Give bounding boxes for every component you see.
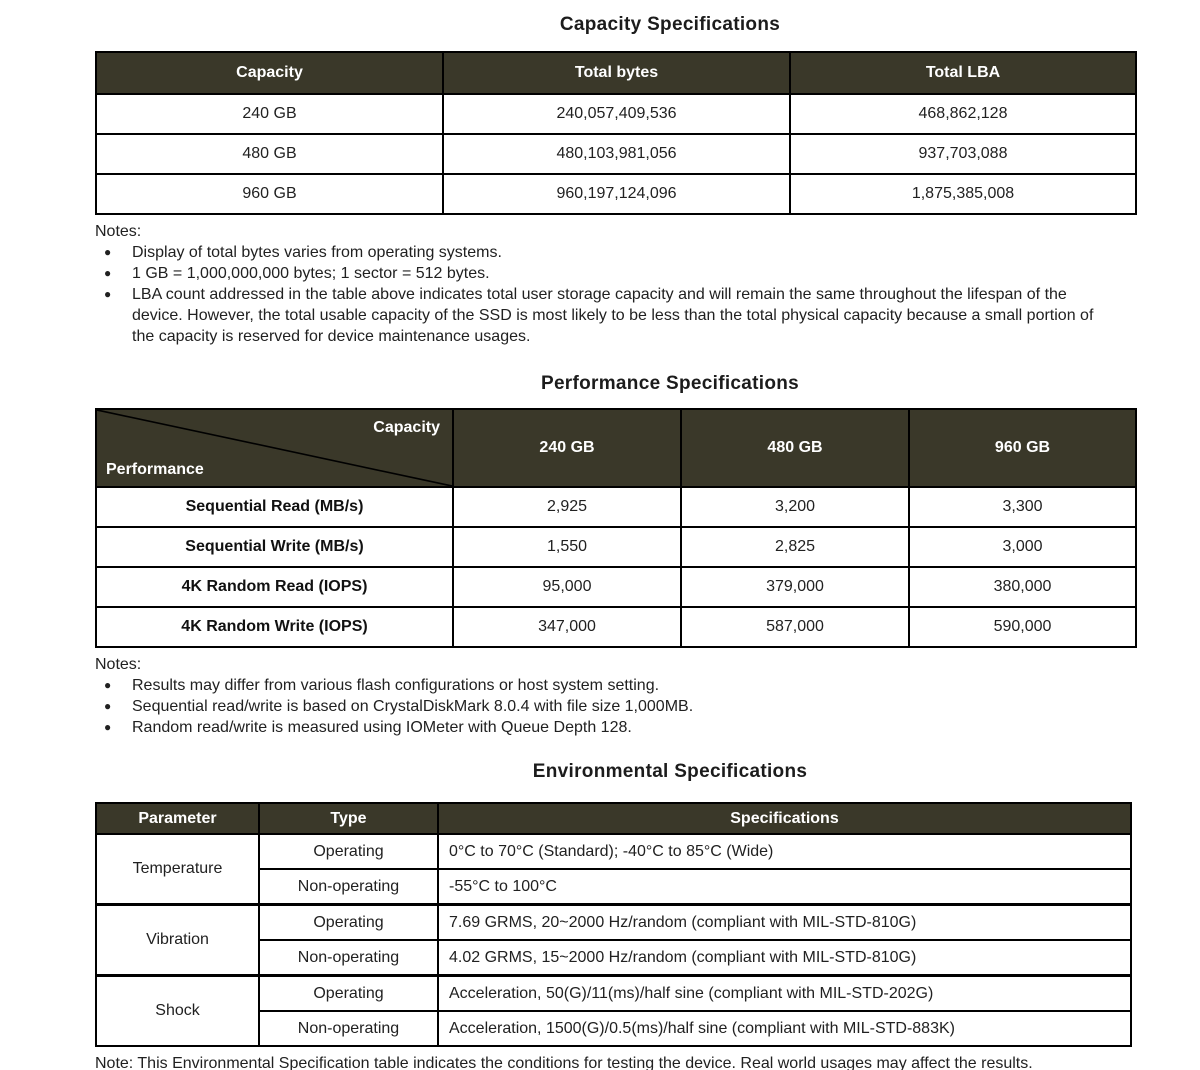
- total-bytes-cell: 480,103,981,056: [443, 134, 790, 174]
- note-text: Sequential read/write is based on CrystalDiskMark 8.0.4 with file size 1,000MB.: [132, 698, 694, 715]
- bullet-icon: ●: [104, 699, 112, 713]
- perf-value-cell: 2,825: [681, 527, 909, 567]
- perf-value-cell: 590,000: [909, 607, 1136, 647]
- perf-value-cell: 3,000: [909, 527, 1136, 567]
- capacity-section-title: Capacity Specifications: [559, 14, 781, 35]
- total-lba-cell: 468,862,128: [790, 94, 1136, 134]
- corner-performance-label: Performance: [106, 461, 204, 478]
- bullet-icon: ●: [104, 287, 112, 301]
- capacity-cell: 480 GB: [96, 134, 443, 174]
- total-lba-cell: 1,875,385,008: [790, 174, 1136, 214]
- diagonal-header-cell: [96, 409, 453, 487]
- capacity-table: [95, 51, 1137, 215]
- note-item: [95, 263, 1200, 284]
- total-lba-cell: 937,703,088: [790, 134, 1136, 174]
- spec-cell: -55°C to 100°C: [438, 869, 1131, 905]
- type-cell: Non-operating: [259, 1011, 438, 1046]
- note-text: LBA count addressed in the table above indicates total user storage capacity and will remain the same throughout the lifespan of the device. However, the total usable capacity of the SSD is most likely to be less than the total physical capacity because a small portion of the capacity is reserved for device maintenance usages.: [132, 286, 1094, 345]
- parameter-cell: Temperature: [96, 834, 259, 905]
- bullet-icon: ●: [104, 678, 112, 692]
- note-text: 1 GB = 1,000,000,000 bytes; 1 sector = 512 bytes.: [132, 265, 490, 282]
- perf-value-cell: 347,000: [453, 607, 681, 647]
- spec-cell: 7.69 GRMS, 20~2000 Hz/random (compliant with MIL-STD-810G): [438, 905, 1131, 941]
- parameter-cell: Shock: [96, 976, 259, 1047]
- note-text: Random read/write is measured using IOMeter with Queue Depth 128.: [132, 719, 632, 736]
- note-item: [95, 717, 1200, 738]
- environmental-note: Note: This Environmental Specification table indicates the conditions for testing the device. Real world usages may affect the results.: [95, 1055, 1033, 1070]
- type-cell: Operating: [259, 905, 438, 941]
- note-text: Display of total bytes varies from operating systems.: [132, 244, 502, 261]
- type-cell: Operating: [259, 834, 438, 869]
- table-row: [96, 607, 1136, 647]
- capacity-240gb-column-header: 240 GB: [453, 409, 681, 487]
- perf-value-cell: 95,000: [453, 567, 681, 607]
- environmental-section: [150, 760, 1190, 783]
- note-item: [95, 242, 1200, 263]
- table-row: [96, 905, 1131, 941]
- spec-cell: 4.02 GRMS, 15~2000 Hz/random (compliant with MIL-STD-810G): [438, 940, 1131, 976]
- total-bytes-cell: 240,057,409,536: [443, 94, 790, 134]
- note-item: [95, 284, 1200, 347]
- perf-value-cell: 3,300: [909, 487, 1136, 527]
- capacity-480gb-column-header: 480 GB: [681, 409, 909, 487]
- spec-cell: Acceleration, 1500(G)/0.5(ms)/half sine (compliant with MIL-STD-883K): [438, 1011, 1131, 1046]
- notes-label: Notes:: [95, 656, 142, 673]
- note-item: [95, 675, 1200, 696]
- capacity-notes: [95, 221, 1200, 347]
- environmental-table: [95, 802, 1132, 1047]
- table-row: [96, 834, 1131, 869]
- capacity-cell: 240 GB: [96, 94, 443, 134]
- performance-table-header-row: [96, 409, 1136, 487]
- bullet-icon: ●: [104, 266, 112, 280]
- performance-section: [150, 372, 1190, 395]
- perf-value-cell: 380,000: [909, 567, 1136, 607]
- specifications-column-header: Specifications: [438, 803, 1131, 834]
- table-row: [96, 94, 1136, 134]
- row-label: Sequential Read (MB/s): [96, 487, 453, 527]
- capacity-table-header-row: [96, 52, 1136, 94]
- note-item: [95, 696, 1200, 717]
- total-bytes-cell: 960,197,124,096: [443, 174, 790, 214]
- performance-notes: [95, 654, 1200, 738]
- parameter-cell: Vibration: [96, 905, 259, 976]
- performance-section-title: Performance Specifications: [540, 373, 800, 394]
- table-row: [96, 567, 1136, 607]
- capacity-960gb-column-header: 960 GB: [909, 409, 1136, 487]
- table-row: [96, 174, 1136, 214]
- environmental-section-title: Environmental Specifications: [532, 761, 808, 782]
- capacity-section: [150, 0, 1190, 36]
- type-cell: Non-operating: [259, 940, 438, 976]
- perf-value-cell: 379,000: [681, 567, 909, 607]
- environmental-table-header-row: [96, 803, 1131, 834]
- bullet-icon: ●: [104, 720, 112, 734]
- capacity-column-header: Capacity: [96, 52, 443, 94]
- row-label: Sequential Write (MB/s): [96, 527, 453, 567]
- table-row: [96, 487, 1136, 527]
- notes-label: Notes:: [95, 223, 142, 240]
- capacity-cell: 960 GB: [96, 174, 443, 214]
- note-text: Results may differ from various flash configurations or host system setting.: [132, 677, 660, 694]
- corner-capacity-label: Capacity: [373, 419, 440, 436]
- row-label: 4K Random Read (IOPS): [96, 567, 453, 607]
- type-cell: Operating: [259, 976, 438, 1012]
- table-row: [96, 134, 1136, 174]
- perf-value-cell: 3,200: [681, 487, 909, 527]
- perf-value-cell: 1,550: [453, 527, 681, 567]
- perf-value-cell: 587,000: [681, 607, 909, 647]
- perf-value-cell: 2,925: [453, 487, 681, 527]
- type-column-header: Type: [259, 803, 438, 834]
- parameter-column-header: Parameter: [96, 803, 259, 834]
- spec-cell: Acceleration, 50(G)/11(ms)/half sine (compliant with MIL-STD-202G): [438, 976, 1131, 1012]
- table-row: [96, 527, 1136, 567]
- row-label: 4K Random Write (IOPS): [96, 607, 453, 647]
- type-cell: Non-operating: [259, 869, 438, 905]
- table-row: [96, 976, 1131, 1012]
- bullet-icon: ●: [104, 245, 112, 259]
- performance-table: [95, 408, 1137, 648]
- total-lba-column-header: Total LBA: [790, 52, 1136, 94]
- spec-cell: 0°C to 70°C (Standard); -40°C to 85°C (Wide): [438, 834, 1131, 869]
- total-bytes-column-header: Total bytes: [443, 52, 790, 94]
